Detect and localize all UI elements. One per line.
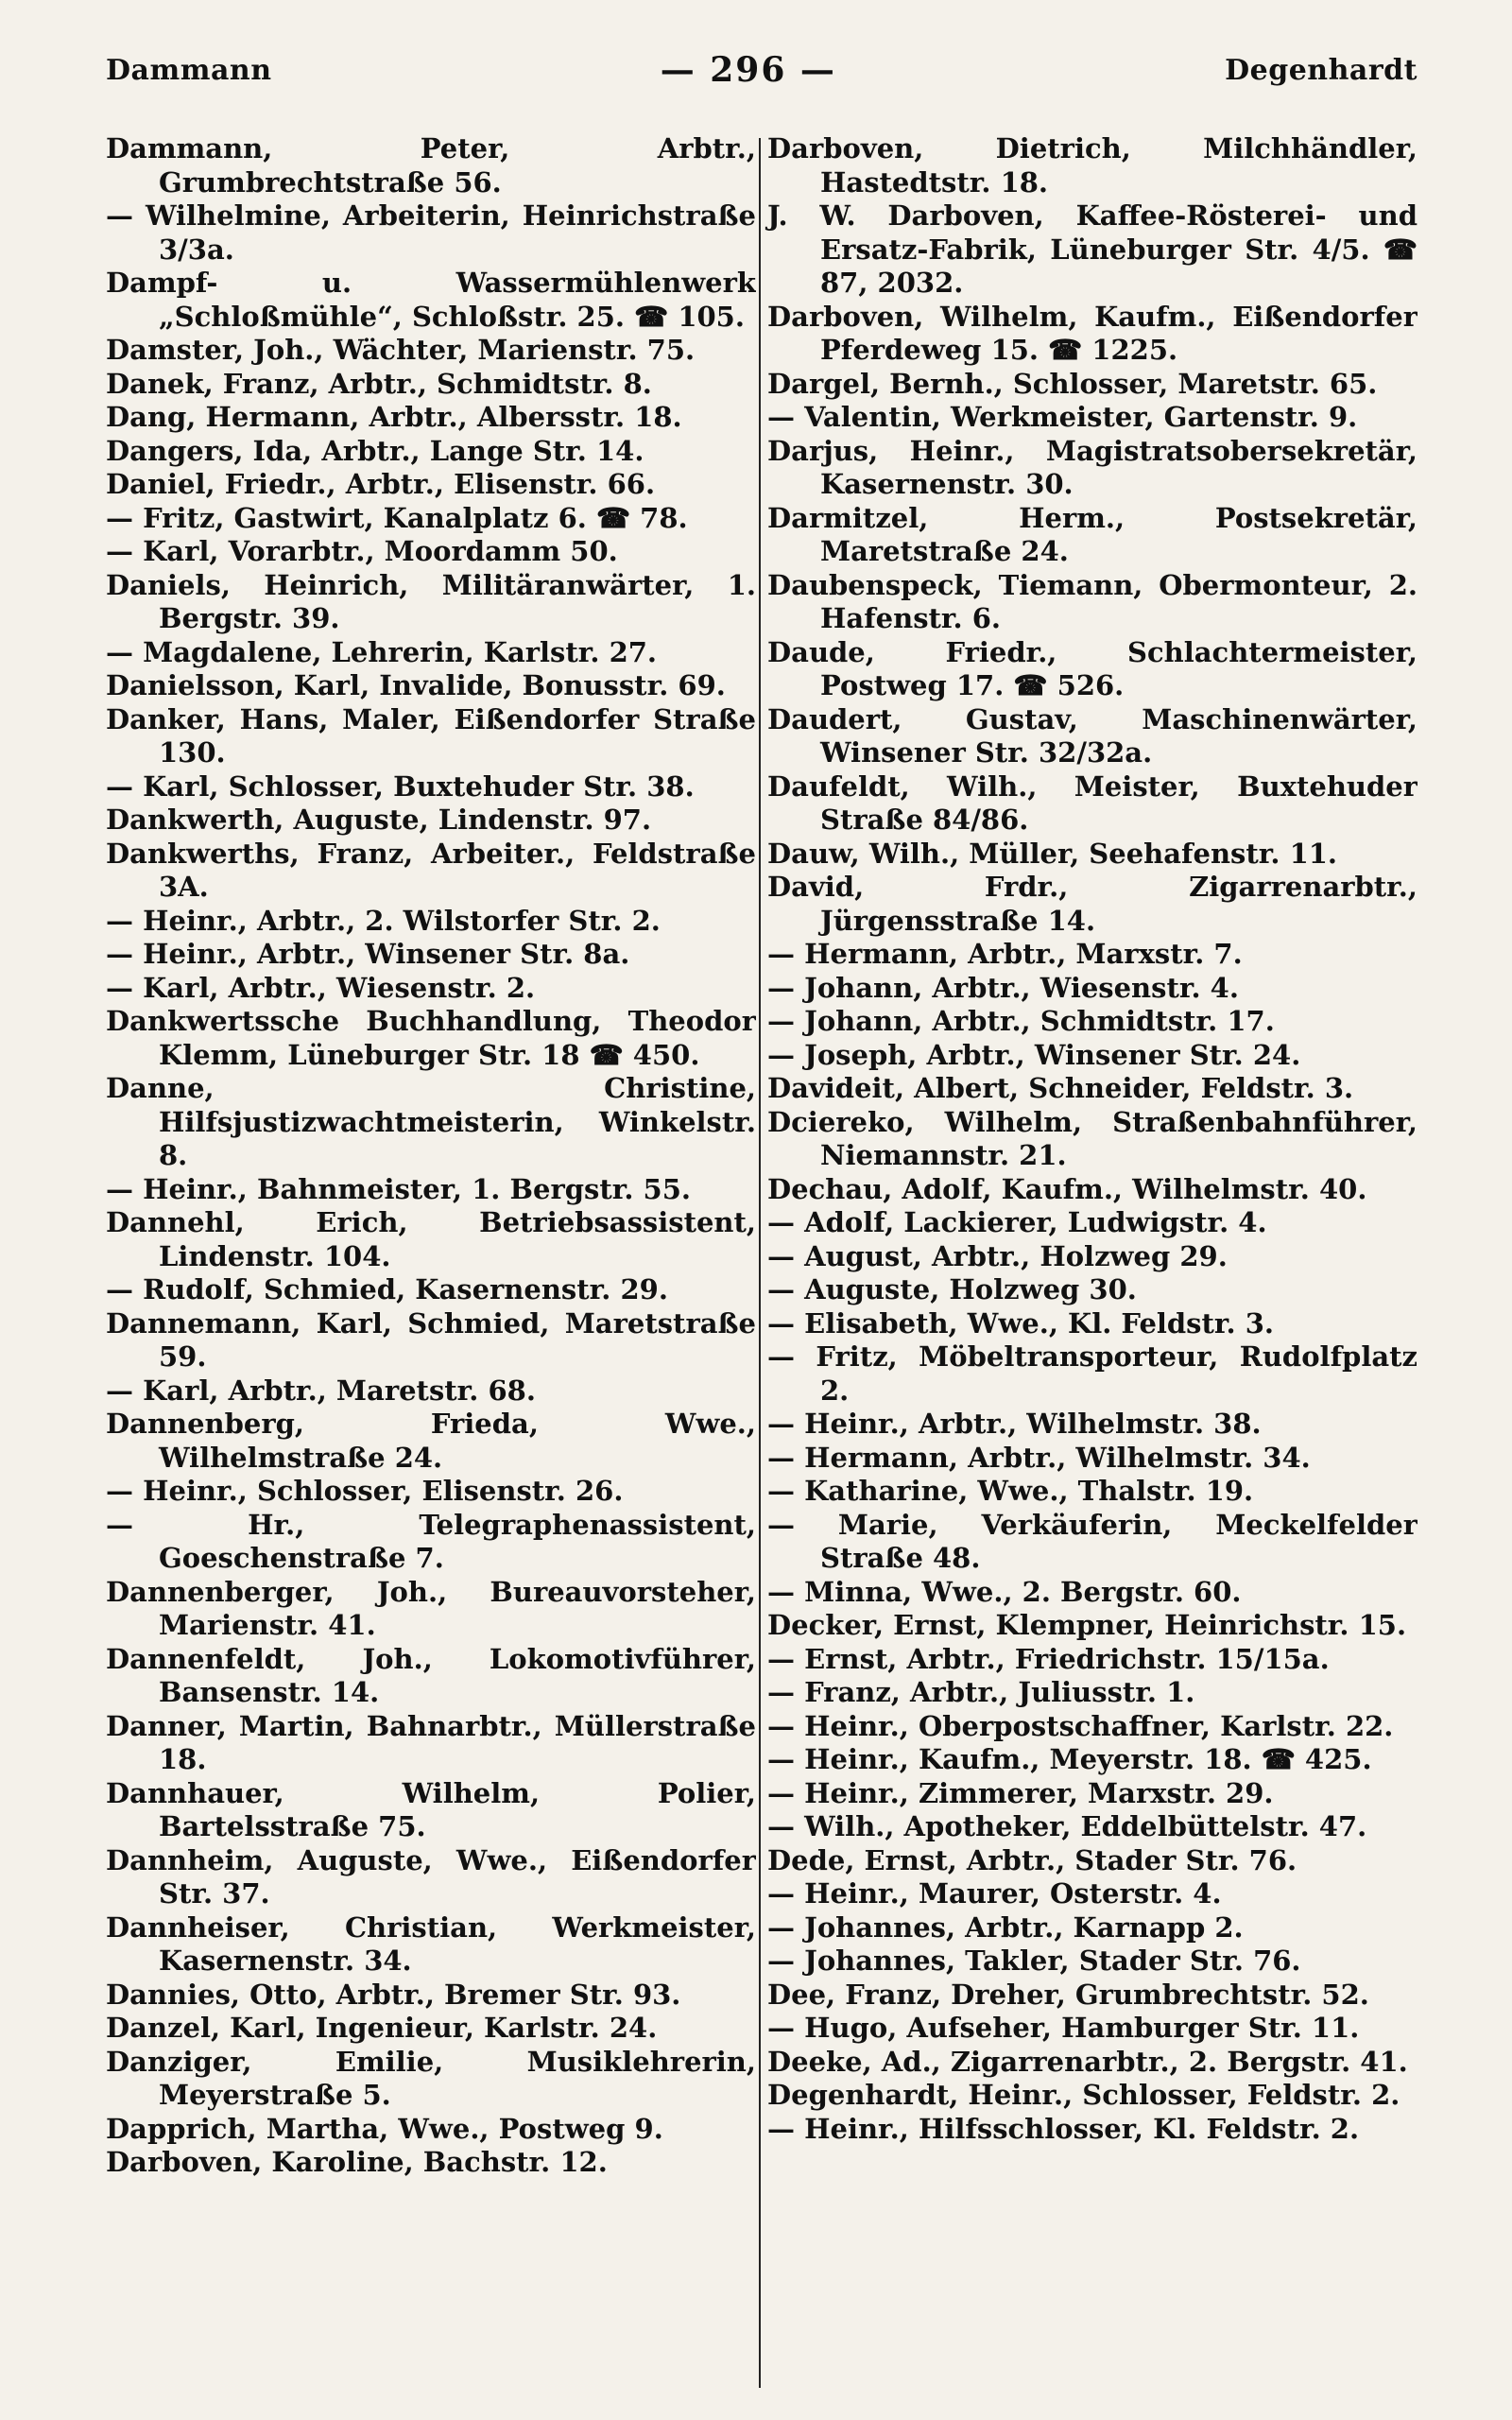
directory-entry: Dannenberg, Frieda, Wwe., Wilhelmstraße 24. (106, 1408, 756, 1474)
directory-entry: — Katharine, Wwe., Thalstr. 19. (767, 1475, 1254, 1507)
directory-entry: Davideit, Albert, Schneider, Feldstr. 3. (767, 1072, 1354, 1104)
directory-entry: Dannheim, Auguste, Wwe., Eißendorfer Str. 37. (106, 1843, 756, 1910)
directory-entry: Dapprich, Martha, Wwe., Postweg 9. (106, 2112, 663, 2145)
left-column (106, 132, 756, 2401)
directory-entry: — Heinr., Arbtr., Winsener Str. 8a. (106, 938, 630, 970)
directory-entry: — Heinr., Kaufm., Meyerstr. 18. ☎ 425. (767, 1743, 1372, 1775)
directory-entry: — Heinr., Maurer, Osterstr. 4. (767, 1877, 1222, 1910)
directory-entry: Degenhardt, Heinr., Schlosser, Feldstr. 2. (767, 2079, 1400, 2111)
directory-entry: Darmitzel, Herm., Postsekretär, Maretstraße 24. (767, 501, 1418, 567)
header-right-keyword: Degenhardt (1225, 53, 1418, 87)
directory-entry: — Heinr., Bahnmeister, 1. Bergstr. 55. (106, 1172, 691, 1205)
directory-entry: — Karl, Schlosser, Buxtehuder Str. 38. (106, 769, 695, 803)
directory-entry: Dee, Franz, Dreher, Grumbrechtstr. 52. (767, 1978, 1369, 2011)
directory-entry: Dannemann, Karl, Schmied, Maretstraße 59. (106, 1306, 756, 1373)
directory-entry: Decker, Ernst, Klempner, Heinrichstr. 15. (767, 1609, 1407, 1641)
directory-entry: Dannenberger, Joh., Bureauvorsteher, Marienstr. 41. (106, 1575, 756, 1641)
directory-entry: Danker, Hans, Maler, Eißendorfer Straße 130. (106, 702, 756, 769)
directory-entry: Dankwertssche Buchhandlung, Theodor Klemm, Lüneburger Str. 18 ☎ 450. (106, 1005, 756, 1071)
directory-entry: Darboven, Wilhelm, Kaufm., Eißendorfer Pferdeweg 15. ☎ 1225. (767, 300, 1418, 366)
directory-entry: — Wilhelmine, Arbeiterin, Heinrichstraße 3/3a. (106, 199, 756, 266)
directory-entry: Danzel, Karl, Ingenieur, Karlstr. 24. (106, 2012, 658, 2044)
directory-entry: Dechau, Adolf, Kaufm., Wilhelmstr. 40. (767, 1172, 1367, 1205)
directory-entry: — Johannes, Arbtr., Karnapp 2. (767, 1910, 1244, 1944)
directory-entry: — Heinr., Arbtr., Wilhelmstr. 38. (767, 1408, 1262, 1440)
directory-entry: Daufeldt, Wilh., Meister, Buxtehuder Straße 84/86. (767, 769, 1418, 836)
directory-entry: Dannheiser, Christian, Werkmeister, Kasernenstr. 34. (106, 1910, 756, 1977)
directory-entry: Dciereko, Wilhelm, Straßenbahnführer, Niemannstr. 21. (767, 1105, 1418, 1171)
directory-entry: Danner, Martin, Bahnarbtr., Müllerstraße 18. (106, 1709, 756, 1775)
directory-entry: — Franz, Arbtr., Juliusstr. 1. (767, 1676, 1195, 1708)
directory-entry: — Auguste, Holzweg 30. (767, 1273, 1137, 1305)
directory-entry: — Karl, Vorarbtr., Moordamm 50. (106, 535, 618, 567)
directory-entry: — Marie, Verkäuferin, Meckelfelder Straße 48. (767, 1508, 1418, 1574)
directory-entry: — August, Arbtr., Holzweg 29. (767, 1239, 1228, 1272)
directory-entry: — Hermann, Arbtr., Marxstr. 7. (767, 938, 1243, 970)
directory-entry: — Adolf, Lackierer, Ludwigstr. 4. (767, 1206, 1267, 1238)
directory-entry: — Johannes, Takler, Stader Str. 76. (767, 1945, 1301, 1977)
column-divider (759, 138, 761, 2388)
header-left-keyword: Dammann (106, 53, 272, 87)
directory-entry: Danek, Franz, Arbtr., Schmidtstr. 8. (106, 367, 652, 400)
directory-entry: — Joseph, Arbtr., Winsener Str. 24. (767, 1038, 1301, 1071)
directory-entry: — Fritz, Möbeltransporteur, Rudolfplatz 2. (767, 1340, 1418, 1407)
directory-entry: Daniel, Friedr., Arbtr., Elisenstr. 66. (106, 468, 656, 500)
directory-entry: — Wilh., Apotheker, Eddelbüttelstr. 47. (767, 1810, 1367, 1842)
columns (106, 132, 1418, 2401)
directory-entry: — Heinr., Zimmerer, Marxstr. 29. (767, 1776, 1274, 1809)
directory-entry: — Rudolf, Schmied, Kasernenstr. 29. (106, 1273, 668, 1305)
directory-entry: Darboven, Dietrich, Milchhändler, Hastedtstr. 18. (767, 132, 1418, 199)
directory-entry: Daude, Friedr., Schlachtermeister, Postweg 17. ☎ 526. (767, 635, 1418, 701)
directory-entry: — Magdalene, Lehrerin, Karlstr. 27. (106, 635, 658, 668)
directory-entry: — Valentin, Werkmeister, Gartenstr. 9. (767, 401, 1358, 433)
directory-entry: — Fritz, Gastwirt, Kanalplatz 6. ☎ 78. (106, 501, 688, 534)
directory-entry: — Heinr., Hilfsschlosser, Kl. Feldstr. 2. (767, 2112, 1360, 2145)
directory-entry: Dauw, Wilh., Müller, Seehafenstr. 11. (767, 837, 1338, 870)
directory-entry: Deeke, Ad., Zigarrenarbtr., 2. Bergstr. 41. (767, 2045, 1408, 2078)
directory-entry: Dampf- u. Wassermühlenwerk „Schloßmühle“, Schloßstr. 25. ☎ 105. (106, 267, 756, 333)
directory-entry: David, Frdr., Zigarrenarbtr., Jürgensstraße 14. (767, 871, 1418, 937)
directory-entry: Darjus, Heinr., Magistratsobersekretär, Kasernenstr. 30. (767, 434, 1418, 500)
directory-entry: — Elisabeth, Wwe., Kl. Feldstr. 3. (767, 1306, 1274, 1340)
directory-entry: Dannies, Otto, Arbtr., Bremer Str. 93. (106, 1978, 681, 2011)
directory-entry: — Heinr., Oberpostschaffner, Karlstr. 22. (767, 1709, 1394, 1742)
directory-entry: — Johann, Arbtr., Wiesenstr. 4. (767, 971, 1239, 1004)
directory-entry: Daniels, Heinrich, Militäranwärter, 1. Bergstr. 39. (106, 568, 756, 634)
directory-entry: Dannhauer, Wilhelm, Polier, Bartelsstraße 75. (106, 1776, 756, 1842)
directory-entry: Darboven, Karoline, Bachstr. 12. (106, 2146, 608, 2178)
directory-entry: — Ernst, Arbtr., Friedrichstr. 15/15a. (767, 1642, 1330, 1675)
directory-entry: Damster, Joh., Wächter, Marienstr. 75. (106, 334, 696, 366)
directory-entry: — Heinr., Arbtr., 2. Wilstorfer Str. 2. (106, 904, 661, 937)
directory-entry: Dargel, Bernh., Schlosser, Maretstr. 65. (767, 367, 1378, 400)
right-column (764, 132, 1418, 2401)
directory-entry: — Karl, Arbtr., Wiesenstr. 2. (106, 971, 536, 1004)
directory-entry: Dannenfeldt, Joh., Lokomotivführer, Bansenstr. 14. (106, 1642, 756, 1708)
directory-entry: Dang, Hermann, Arbtr., Albersstr. 18. (106, 401, 682, 433)
directory-entry: — Karl, Arbtr., Maretstr. 68. (106, 1374, 536, 1407)
directory-entry: Daudert, Gustav, Maschinenwärter, Winsener Str. 32/32a. (767, 702, 1418, 769)
directory-entry: Danne, Christine, Hilfsjustizwachtmeisterin, Winkelstr. 8. (106, 1072, 756, 1171)
page-number: — 296 — (660, 50, 836, 90)
directory-entry: Dankwerth, Auguste, Lindenstr. 97. (106, 804, 652, 836)
page-header (106, 42, 1418, 98)
directory-entry: — Johann, Arbtr., Schmidtstr. 17. (767, 1005, 1275, 1037)
directory-entry: Danielsson, Karl, Invalide, Bonusstr. 69. (106, 669, 726, 701)
directory-entry: Danziger, Emilie, Musiklehrerin, Meyerstraße 5. (106, 2045, 756, 2111)
directory-entry: — Hermann, Arbtr., Wilhelmstr. 34. (767, 1441, 1311, 1474)
directory-entry: Dangers, Ida, Arbtr., Lange Str. 14. (106, 434, 644, 467)
directory-entry: Dannehl, Erich, Betriebsassistent, Lindenstr. 104. (106, 1206, 756, 1272)
directory-entry: — Heinr., Schlosser, Elisenstr. 26. (106, 1475, 624, 1507)
directory-entry: Dankwerths, Franz, Arbeiter., Feldstraße 3A. (106, 837, 756, 903)
directory-entry: Daubenspeck, Tiemann, Obermonteur, 2. Hafenstr. 6. (767, 568, 1418, 634)
directory-entry: Dammann, Peter, Arbtr., Grumbrechtstraße 56. (106, 132, 756, 199)
directory-entry: J. W. Darboven, Kaffee-Rösterei- und Ersatz-Fabrik, Lüneburger Str. 4/5. ☎ 87, 2032. (767, 199, 1418, 299)
directory-entry: — Hr., Telegraphenassistent, Goeschenstraße 7. (106, 1508, 756, 1574)
directory-entry: — Minna, Wwe., 2. Bergstr. 60. (767, 1575, 1242, 1608)
directory-entry: — Hugo, Aufseher, Hamburger Str. 11. (767, 2012, 1360, 2044)
directory-entry: Dede, Ernst, Arbtr., Stader Str. 76. (767, 1843, 1297, 1876)
